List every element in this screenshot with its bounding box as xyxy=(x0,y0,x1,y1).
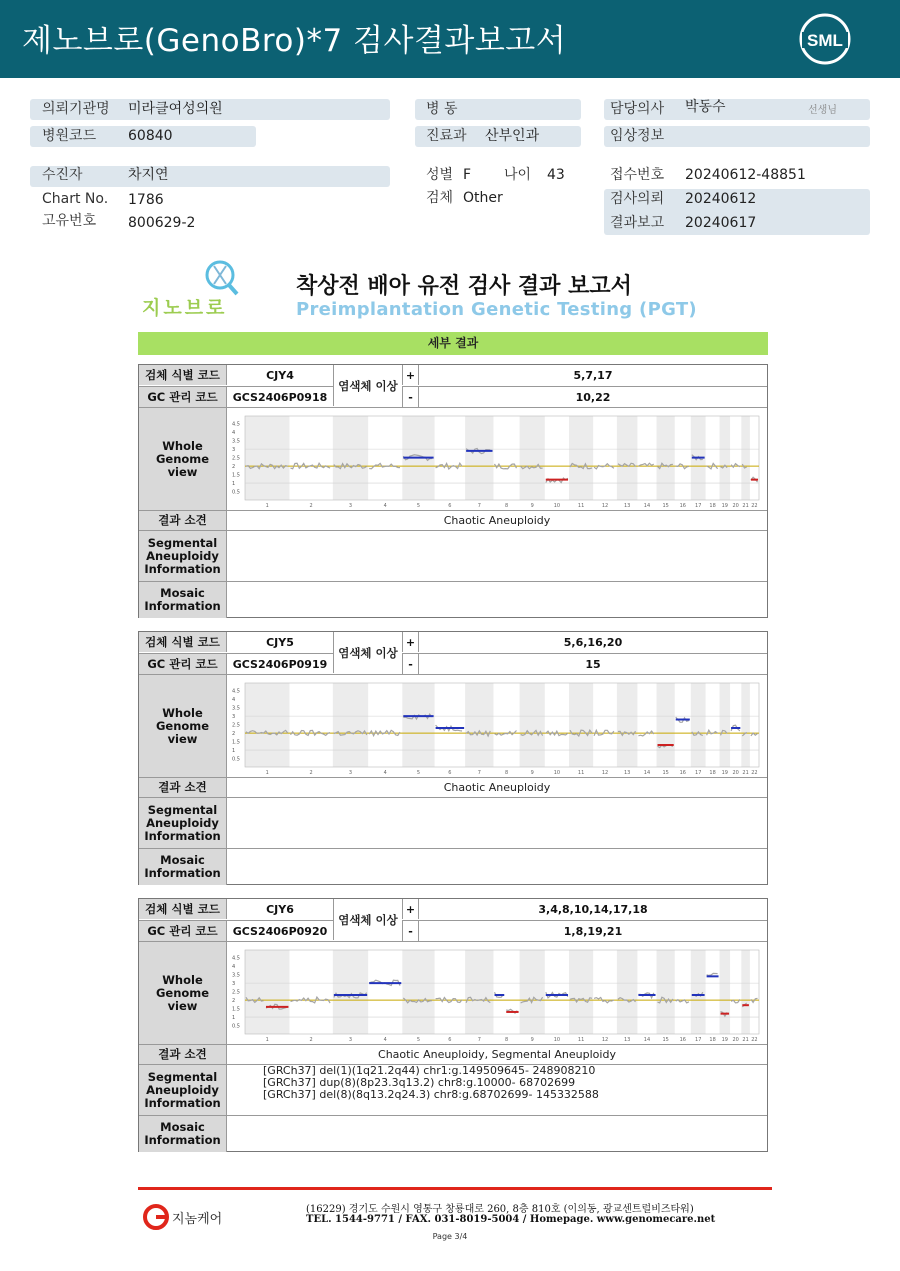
genome-plot xyxy=(227,675,767,777)
finding-label: 결과 소견 xyxy=(139,1045,227,1064)
gain-chromosomes: 5,6,16,20 xyxy=(418,632,767,652)
x-tick-label: 3 xyxy=(348,1037,353,1043)
sex-value: F xyxy=(463,167,472,183)
page-number: Page 3/4 xyxy=(432,1232,468,1241)
unique-no-value: 800629-2 xyxy=(128,215,196,231)
doctor-label: 담당의사 xyxy=(610,101,665,117)
mosaic-info xyxy=(227,1116,767,1152)
x-tick-label: 5 xyxy=(416,770,421,776)
segmental-label: Segmental Aneuploidy Information xyxy=(139,531,227,581)
unique-no-label: 고유번호 xyxy=(42,213,97,229)
y-tick-label: 0.5 xyxy=(232,489,240,496)
x-tick-label: 4 xyxy=(383,503,387,509)
x-tick-label: 12 xyxy=(601,770,609,776)
x-tick-label: 10 xyxy=(553,503,561,509)
y-tick-label: 3.5 xyxy=(232,438,240,445)
chromosome-points xyxy=(707,973,718,975)
x-tick-label: 5 xyxy=(416,1037,421,1043)
specimen-value: Other xyxy=(463,190,503,206)
mosaic-label: Mosaic Information xyxy=(139,849,227,885)
chromosome-band xyxy=(520,683,545,767)
examinee-label: 수진자 xyxy=(42,167,83,183)
genomecare-logo-text: 지놈케어 xyxy=(172,1212,223,1227)
x-tick-label: 1 xyxy=(265,503,269,509)
segmental-label: Segmental Aneuploidy Information xyxy=(139,798,227,848)
finding-value: Chaotic Aneuploidy, Segmental Aneuploidy xyxy=(378,1048,616,1061)
x-tick-label: 14 xyxy=(643,770,651,776)
y-tick-label: 3 xyxy=(232,981,236,988)
y-tick-label: 4.5 xyxy=(232,955,240,962)
chromosome-band xyxy=(520,416,545,500)
y-tick-label: 2.5 xyxy=(232,455,240,462)
finding-value: Chaotic Aneuploidy xyxy=(443,514,551,527)
chromosome-band xyxy=(569,683,593,767)
x-tick-label: 20 xyxy=(732,770,739,776)
specimen-code-value: CJY4 xyxy=(266,368,294,382)
institution-label: 의뢰기관명 xyxy=(42,101,110,117)
chromosome-band xyxy=(617,683,638,767)
x-tick-label: 14 xyxy=(643,1037,651,1043)
gain-sign: + xyxy=(402,899,418,919)
x-tick-label: 9 xyxy=(530,503,534,509)
x-tick-label: 19 xyxy=(721,1037,728,1043)
whole-genome-label: Whole Genome view xyxy=(139,408,227,510)
x-tick-label: 15 xyxy=(662,1037,669,1043)
sample-table xyxy=(138,898,768,1152)
x-tick-label: 3 xyxy=(348,503,353,509)
gc-code-value: GCS2406P0920 xyxy=(232,924,328,938)
chromosome-band xyxy=(333,416,368,500)
x-tick-label: 1 xyxy=(265,770,269,776)
institution-value: 미라클여성의원 xyxy=(128,101,223,117)
x-tick-label: 16 xyxy=(679,1037,686,1043)
clinical-label: 임상정보 xyxy=(610,128,665,144)
x-tick-label: 3 xyxy=(348,770,353,776)
chromosome-band xyxy=(245,416,289,500)
x-tick-label: 2 xyxy=(309,1037,313,1043)
chromosome-band xyxy=(333,683,368,767)
report-date-value: 20240617 xyxy=(685,215,757,231)
chromosome-band xyxy=(741,416,750,500)
y-tick-label: 1 xyxy=(232,1015,236,1022)
x-tick-label: 9 xyxy=(530,770,534,776)
gc-code-label: GC 관리 코드 xyxy=(139,654,227,674)
report-date-label: 결과보고 xyxy=(610,215,665,231)
finding-value: Chaotic Aneuploidy xyxy=(443,781,551,794)
gain-chromosomes: 3,4,8,10,14,17,18 xyxy=(418,899,767,919)
x-tick-label: 20 xyxy=(732,1037,739,1043)
mosaic-info xyxy=(227,849,767,885)
x-tick-label: 8 xyxy=(504,770,509,776)
segmental-entry: [GRCh37] dup(8)(8p23.3q13.2) chr8:g.10000- 68702699 xyxy=(263,1076,576,1089)
x-tick-label: 22 xyxy=(751,503,758,509)
loss-sign: - xyxy=(402,654,418,674)
gc-code-label: GC 관리 코드 xyxy=(139,921,227,941)
x-tick-label: 13 xyxy=(623,1037,631,1043)
x-tick-label: 7 xyxy=(477,770,481,776)
chromosome-band xyxy=(402,950,434,1034)
chromosome-band xyxy=(245,683,289,767)
genome-plot-cell xyxy=(227,942,767,1044)
y-tick-label: 1 xyxy=(232,748,236,755)
chromosome-band xyxy=(657,950,675,1034)
y-tick-label: 2.5 xyxy=(232,722,240,729)
chromosome-points xyxy=(369,463,400,468)
sample-table xyxy=(138,631,768,885)
chromosome-band xyxy=(569,416,593,500)
specimen-label: 검체 xyxy=(426,190,454,206)
genome-plot-cell xyxy=(227,408,767,510)
x-tick-label: 19 xyxy=(721,770,728,776)
y-tick-label: 2 xyxy=(232,998,236,1005)
ward-label: 병 동 xyxy=(426,101,458,117)
receipt-value: 20240612-48851 xyxy=(685,167,806,183)
segmental-info xyxy=(227,1065,767,1115)
footer-address: (16229) 경기도 수원시 영통구 창룡대로 260, 8층 810호 (이의동, 광교센트럴비즈타워) xyxy=(306,1204,694,1215)
genobro-logo xyxy=(140,258,260,323)
chromosome-points xyxy=(731,464,740,468)
mosaic-label: Mosaic Information xyxy=(139,1116,227,1152)
chromosome-band xyxy=(720,416,731,500)
genome-plot xyxy=(227,408,767,510)
loss-chromosomes: 10,22 xyxy=(418,387,767,407)
x-tick-label: 21 xyxy=(742,503,749,509)
x-tick-label: 15 xyxy=(662,503,669,509)
gc-code-value: GCS2406P0919 xyxy=(232,657,328,671)
gc-code-value: GCS2406P0918 xyxy=(232,390,328,404)
y-tick-label: 2.5 xyxy=(232,989,240,996)
x-tick-label: 6 xyxy=(448,770,452,776)
x-tick-label: 7 xyxy=(477,1037,481,1043)
chromosome-band xyxy=(720,683,731,767)
chromosome-band xyxy=(617,416,638,500)
y-tick-label: 0.5 xyxy=(232,1023,240,1030)
x-tick-label: 20 xyxy=(732,503,739,509)
request-value: 20240612 xyxy=(685,191,757,207)
sml-logo-text: SML xyxy=(807,31,843,50)
chromosome-band xyxy=(402,683,434,767)
x-tick-label: 18 xyxy=(709,1037,716,1043)
chromosome-band xyxy=(720,950,731,1034)
y-tick-label: 1.5 xyxy=(232,1006,240,1013)
x-tick-label: 6 xyxy=(448,503,452,509)
genobro-logo-text: 지노브로 xyxy=(142,297,228,319)
x-tick-label: 15 xyxy=(662,770,669,776)
chromosome-band xyxy=(617,950,638,1034)
report-title: 착상전 배아 유전 검사 결과 보고서 xyxy=(296,274,632,299)
genome-plot-cell xyxy=(227,675,767,777)
x-tick-label: 2 xyxy=(309,770,313,776)
x-tick-label: 18 xyxy=(709,503,716,509)
segmental-info xyxy=(227,531,767,581)
specimen-code-label: 검체 식별 코드 xyxy=(139,899,227,919)
chromosome-band xyxy=(520,950,545,1034)
segmental-label: Segmental Aneuploidy Information xyxy=(139,1065,227,1115)
gc-code-label: GC 관리 코드 xyxy=(139,387,227,407)
gain-sign: + xyxy=(402,365,418,385)
x-tick-label: 1 xyxy=(265,1037,269,1043)
doctor-suffix: 선생님 xyxy=(808,105,837,116)
chromosome-band xyxy=(333,950,368,1034)
x-tick-label: 4 xyxy=(383,770,387,776)
chart-no-value: 1786 xyxy=(128,192,164,208)
loss-sign: - xyxy=(402,921,418,941)
y-tick-label: 3.5 xyxy=(232,705,240,712)
chromosome-band xyxy=(465,683,493,767)
chromosome-band xyxy=(741,950,750,1034)
x-tick-label: 16 xyxy=(679,503,686,509)
x-tick-label: 9 xyxy=(530,1037,534,1043)
chromosome-band xyxy=(657,683,675,767)
x-tick-label: 17 xyxy=(695,770,702,776)
x-tick-label: 21 xyxy=(742,770,749,776)
x-tick-label: 21 xyxy=(742,1037,749,1043)
chromosome-band xyxy=(245,950,289,1034)
finding-label: 결과 소견 xyxy=(139,511,227,530)
y-tick-label: 4 xyxy=(232,964,236,971)
loss-chromosomes: 1,8,19,21 xyxy=(418,921,767,941)
x-tick-label: 13 xyxy=(623,770,631,776)
plot-frame xyxy=(245,683,759,767)
y-tick-label: 0.5 xyxy=(232,756,240,763)
y-tick-label: 4.5 xyxy=(232,421,240,428)
age-label: 나이 xyxy=(504,167,532,183)
loss-sign: - xyxy=(402,387,418,407)
whole-genome-label: Whole Genome view xyxy=(139,942,227,1044)
x-tick-label: 19 xyxy=(721,503,728,509)
chromosome-band xyxy=(657,416,675,500)
x-tick-label: 12 xyxy=(601,1037,609,1043)
y-tick-label: 1.5 xyxy=(232,472,240,479)
x-tick-label: 22 xyxy=(751,770,758,776)
department-label: 진료과 xyxy=(426,128,467,144)
y-tick-label: 2 xyxy=(232,731,236,738)
x-tick-label: 7 xyxy=(477,503,481,509)
report-header xyxy=(0,0,900,78)
y-tick-label: 1.5 xyxy=(232,739,240,746)
x-tick-label: 17 xyxy=(695,1037,702,1043)
genome-plot xyxy=(227,942,767,1044)
chromosome-band xyxy=(691,950,706,1034)
genomecare-logo xyxy=(142,1202,237,1232)
examinee-value: 차지연 xyxy=(128,167,169,183)
x-tick-label: 14 xyxy=(643,503,651,509)
y-tick-label: 2 xyxy=(232,464,236,471)
chrom-abnormal-label: 염색체 이상 xyxy=(333,365,402,406)
segmental-info xyxy=(227,798,767,848)
x-tick-label: 18 xyxy=(709,770,716,776)
footer-divider xyxy=(138,1187,772,1190)
x-tick-label: 10 xyxy=(553,770,561,776)
x-tick-label: 12 xyxy=(601,503,609,509)
sml-logo xyxy=(796,10,854,68)
footer-contact: TEL. 1544-9771 / FAX. 031-8019-5004 / Homepage. www.genomecare.net xyxy=(306,1214,716,1225)
segmental-entry: [GRCh37] del(8)(8q13.2q24.3) chr8:g.68702699- 145332588 xyxy=(263,1088,599,1101)
plot-frame xyxy=(245,416,759,500)
request-label: 검사의뢰 xyxy=(610,191,665,207)
gain-sign: + xyxy=(402,632,418,652)
chromosome-band xyxy=(569,950,593,1034)
y-tick-label: 3.5 xyxy=(232,972,240,979)
loss-chromosomes: 15 xyxy=(418,654,767,674)
doctor-value: 박동수 xyxy=(685,99,726,115)
x-tick-label: 2 xyxy=(309,503,313,509)
hospital-code-value: 60840 xyxy=(128,128,173,144)
x-tick-label: 17 xyxy=(695,503,702,509)
y-tick-label: 4.5 xyxy=(232,688,240,695)
gain-chromosomes: 5,7,17 xyxy=(418,365,767,385)
sample-table xyxy=(138,364,768,618)
specimen-code-value: CJY6 xyxy=(266,902,294,916)
age-value: 43 xyxy=(547,167,565,183)
hospital-code-label: 병원코드 xyxy=(42,128,97,144)
specimen-code-label: 검체 식별 코드 xyxy=(139,365,227,385)
chromosome-band xyxy=(741,683,750,767)
x-tick-label: 10 xyxy=(553,1037,561,1043)
x-tick-label: 11 xyxy=(577,770,585,776)
examinee-box xyxy=(30,166,390,187)
x-tick-label: 11 xyxy=(577,503,585,509)
receipt-label: 접수번호 xyxy=(610,167,665,183)
x-tick-label: 8 xyxy=(504,1037,509,1043)
y-tick-label: 3 xyxy=(232,714,236,721)
whole-genome-label: Whole Genome view xyxy=(139,675,227,777)
chromosome-band xyxy=(465,416,493,500)
y-tick-label: 4 xyxy=(232,697,236,704)
chrom-abnormal-label: 염색체 이상 xyxy=(333,632,402,673)
segmental-entry: [GRCh37] del(1)(1q21.2q44) chr1:g.149509645- 248908210 xyxy=(263,1064,596,1077)
x-tick-label: 16 xyxy=(679,770,686,776)
report-subtitle: Preimplantation Genetic Testing (PGT) xyxy=(296,299,697,320)
x-tick-label: 6 xyxy=(448,1037,452,1043)
y-tick-label: 4 xyxy=(232,430,236,437)
finding-label: 결과 소견 xyxy=(139,778,227,797)
x-tick-label: 11 xyxy=(577,1037,585,1043)
x-tick-label: 5 xyxy=(416,503,421,509)
y-tick-label: 1 xyxy=(232,481,236,488)
department-value: 산부인과 xyxy=(485,128,540,144)
chart-no-label: Chart No. xyxy=(42,191,109,207)
chromosome-band xyxy=(465,950,493,1034)
mosaic-label: Mosaic Information xyxy=(139,582,227,618)
x-tick-label: 22 xyxy=(751,1037,758,1043)
x-tick-label: 4 xyxy=(383,1037,387,1043)
chromosome-band xyxy=(691,683,706,767)
plot-frame xyxy=(245,950,759,1034)
y-tick-label: 3 xyxy=(232,447,236,454)
specimen-code-value: CJY5 xyxy=(266,635,294,649)
x-tick-label: 13 xyxy=(623,503,631,509)
mosaic-info xyxy=(227,582,767,618)
x-tick-label: 8 xyxy=(504,503,509,509)
specimen-code-label: 검체 식별 코드 xyxy=(139,632,227,652)
report-header-title: 제노브로(GenoBro)*7 검사결과보고서 xyxy=(22,23,567,59)
chrom-abnormal-label: 염색체 이상 xyxy=(333,899,402,940)
sex-label: 성별 xyxy=(426,167,454,183)
section-title: 세부 결과 xyxy=(138,332,768,355)
